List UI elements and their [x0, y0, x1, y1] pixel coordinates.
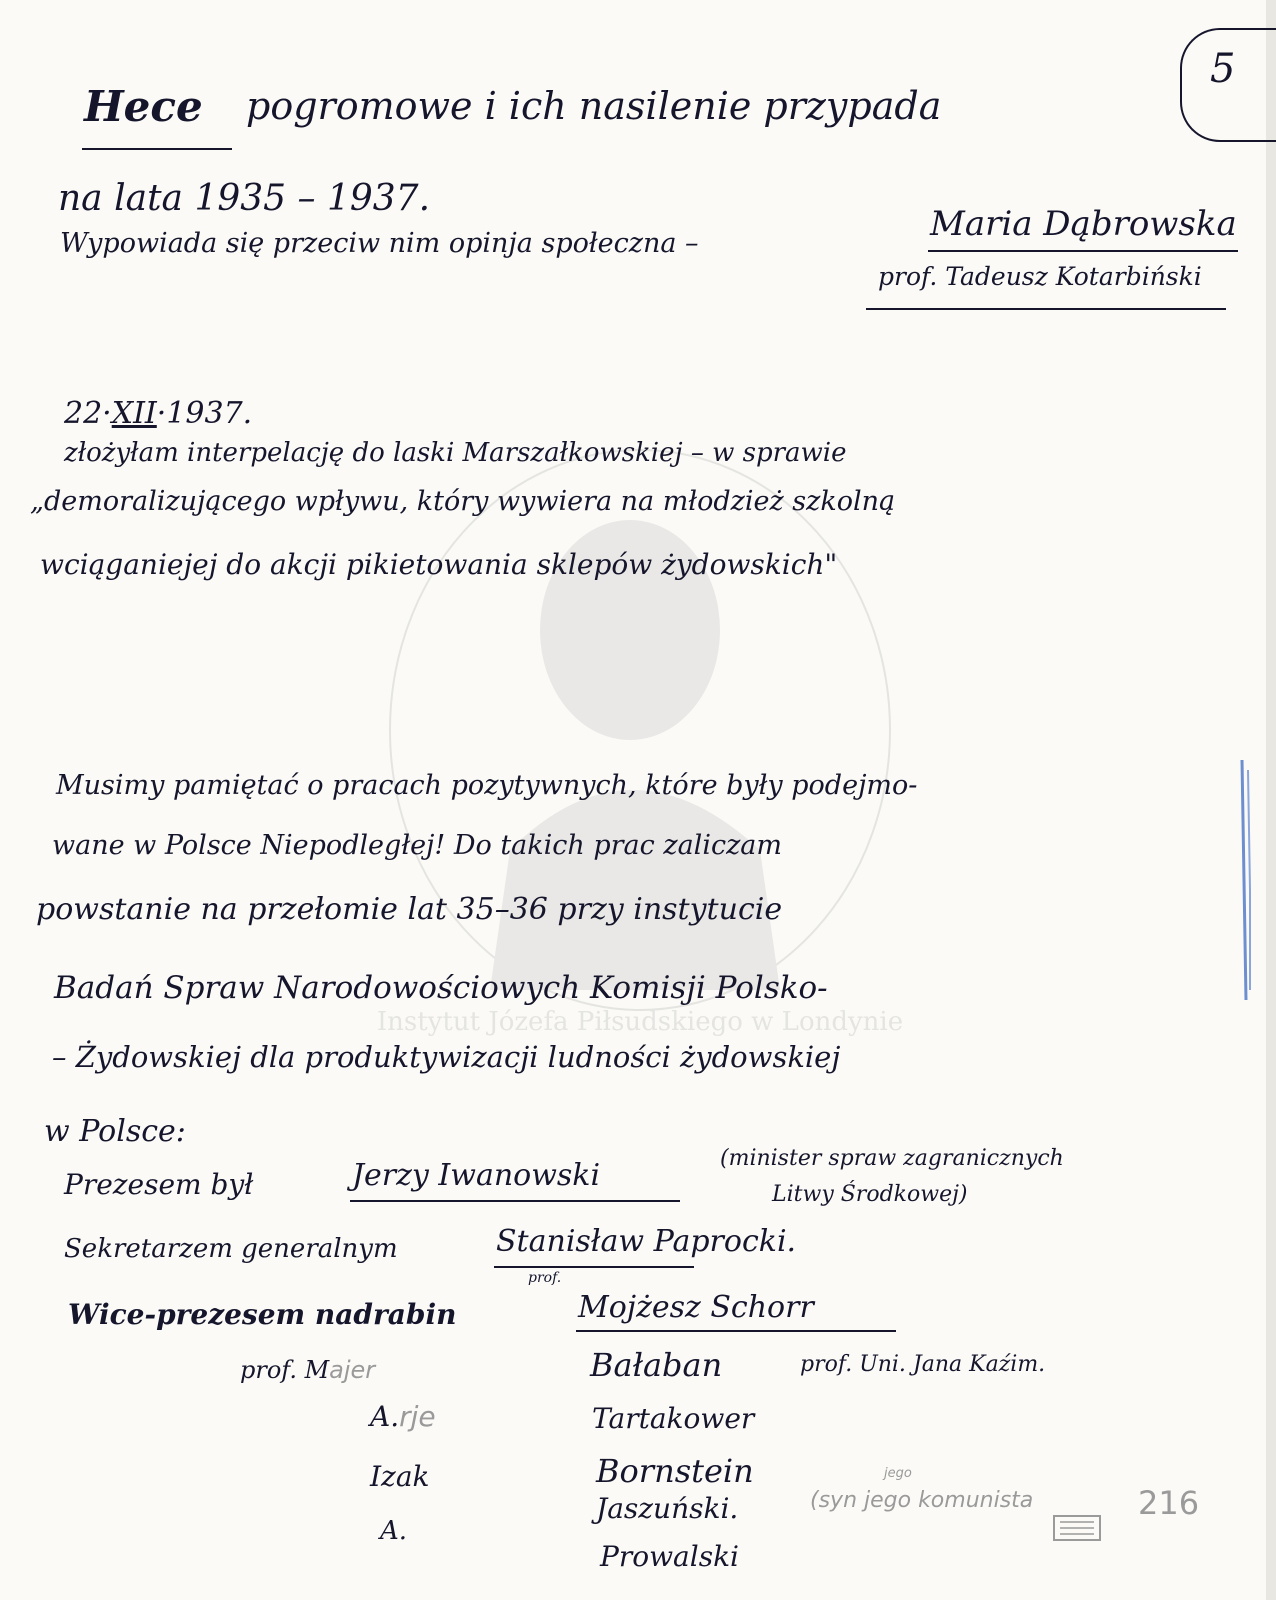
name-underline-2	[866, 308, 1226, 310]
secretary-underline	[494, 1266, 694, 1268]
date-year: ·1937.	[156, 396, 253, 431]
president-label: Prezesem był	[64, 1168, 254, 1201]
pencil-note-sup: jego	[884, 1466, 912, 1481]
interpellation-line-1: złożyłam interpelację do laski Marszałkowskiej – w sprawie	[64, 438, 847, 468]
page-number: 5	[1210, 46, 1236, 92]
name-kotarbinski: prof. Tadeusz Kotarbiński	[878, 262, 1202, 291]
heading-text: pogromowe i ich nasilenie przypada	[246, 84, 942, 128]
interpellation-line-2: „demoralizującego wpływu, który wywiera na młodzież szkolną	[30, 486, 896, 517]
vice-prof: prof.	[528, 1270, 562, 1286]
heading-underline	[82, 148, 232, 150]
secretary-label: Sekretarzem generalnym	[64, 1234, 398, 1264]
member-4-name: Jaszuński.	[596, 1492, 739, 1525]
president-note-1: (minister spraw zagranicznych	[720, 1146, 1064, 1171]
member-2-name: Tartakower	[592, 1402, 755, 1435]
date-day: 22·	[64, 396, 112, 431]
name-maria-dabrowska: Maria Dąbrowska	[930, 204, 1237, 244]
vice-underline	[576, 1330, 896, 1332]
vice-name: Mojżesz Schorr	[578, 1290, 814, 1325]
positive-line-4: Badań Spraw Narodowościowych Komisji Polsko-	[54, 970, 828, 1006]
member-4-left: A.	[380, 1516, 408, 1546]
vice-label: Wice-prezesem nadrabin	[68, 1298, 457, 1331]
member-1-name: Bałaban	[590, 1346, 723, 1384]
member-3-left: Izak	[370, 1460, 430, 1493]
president-note-2: Litwy Środkowej)	[772, 1182, 968, 1207]
member-2-left	[370, 1400, 436, 1433]
name-underline	[928, 250, 1238, 252]
opinion-line: Wypowiada się przeciw nim opinja społeczna –	[60, 228, 699, 259]
heading-word-hece: Hece	[84, 82, 203, 131]
secretary-name: Stanisław Paprocki.	[496, 1224, 797, 1259]
positive-line-6: w Polsce:	[44, 1114, 186, 1149]
archive-number: 216	[1138, 1484, 1200, 1522]
member-1-left-pencil: ajer	[329, 1356, 376, 1384]
date-line	[64, 396, 252, 431]
member-1-left	[240, 1356, 375, 1384]
member-3-name: Bornstein	[596, 1452, 754, 1490]
member-1-left-ink: prof. M	[240, 1356, 330, 1384]
institute-watermark-seal	[360, 430, 920, 1050]
pencil-note: (syn jego komunista	[810, 1488, 1034, 1513]
date-month: XII	[111, 396, 157, 431]
archive-stamp-mark	[1052, 1512, 1106, 1546]
positive-line-3: powstanie na przełomie lat 35–36 przy instytucie	[36, 892, 783, 927]
president-name: Jerzy Iwanowski	[352, 1158, 601, 1193]
member-2-left-pencil: rje	[399, 1400, 436, 1433]
blue-margin-mark	[1238, 760, 1254, 1000]
svg-text:Instytut Józefa Piłsudskiego w: Instytut Józefa Piłsudskiego w Londynie	[376, 1007, 904, 1037]
years-line: na lata 1935 – 1937.	[58, 178, 431, 219]
member-5-name: Prowalski	[600, 1540, 739, 1573]
member-2-left-ink: A.	[370, 1400, 400, 1433]
president-underline	[350, 1200, 680, 1202]
positive-line-2: wane w Polsce Niepodległej! Do takich prac zaliczam	[52, 830, 783, 861]
member-1-note: prof. Uni. Jana Kaźim.	[800, 1352, 1046, 1377]
positive-line-1: Musimy pamiętać o pracach pozytywnych, które były podejmo-	[56, 770, 918, 801]
paper-edge	[1266, 0, 1276, 1600]
interpellation-line-3: wciąganiejej do akcji pikietowania sklepów żydowskich"	[40, 548, 838, 581]
positive-line-5: – Żydowskiej dla produktywizacji ludności żydowskiej	[52, 1040, 841, 1074]
